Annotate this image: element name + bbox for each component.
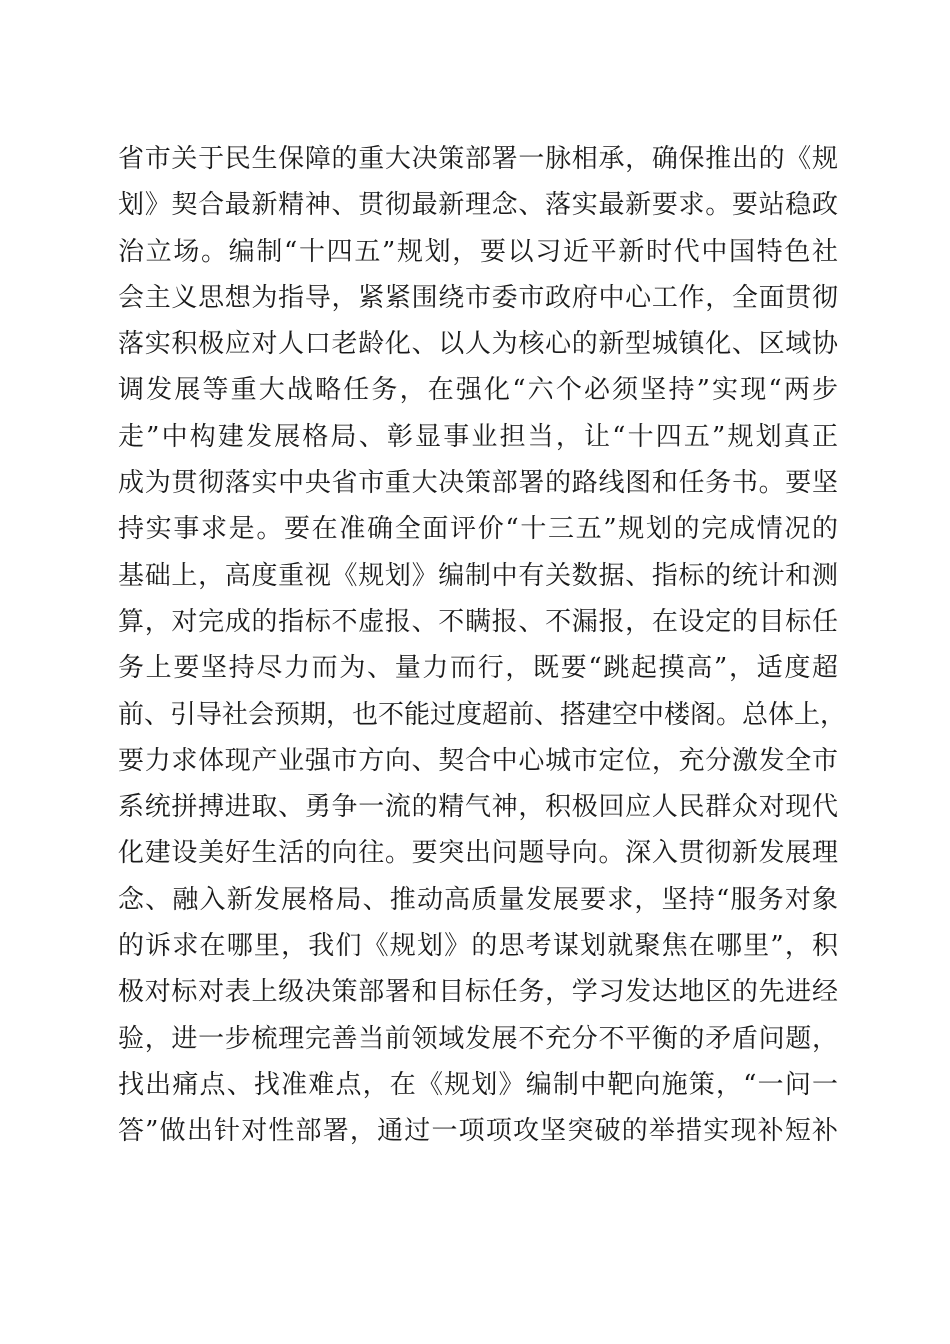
text-line: 调发展等重大战略任务，在强化“六个必须坚持”实现“两步 [118,375,838,406]
text-line: 落实积极应对人口老龄化、以人为核心的新型城镇化、区域协 [118,329,838,360]
text-line: 化建设美好生活的向往。要突出问题导向。深入贯彻新发展理 [118,838,838,869]
text-line: 基础上，高度重视《规划》编制中有关数据、指标的统计和测 [118,560,838,591]
text-line: 系统拼搏进取、勇争一流的精气神，积极回应人民群众对现代 [118,792,838,823]
text-line: 的诉求在哪里，我们《规划》的思考谋划就聚焦在哪里”，积 [118,931,838,962]
text-line: 持实事求是。要在准确全面评价“十三五”规划的完成情况的 [118,514,838,545]
text-line: 省市关于民生保障的重大决策部署一脉相承，确保推出的《规 [118,144,838,174]
text-line: 划》契合最新精神、贯彻最新理念、落实最新要求。要站稳政 [118,190,838,221]
text-line: 算，对完成的指标不虚报、不瞒报、不漏报，在设定的目标任 [118,606,838,637]
text-line: 找出痛点、找准难点，在《规划》编制中靶向施策，“一问一 [118,1069,838,1100]
body-paragraph [118,136,847,1155]
text-line: 会主义思想为指导，紧紧围绕市委市政府中心工作，全面贯彻 [118,282,838,313]
text-line: 走”中构建发展格局、彰显事业担当，让“十四五”规划真正 [118,421,838,452]
text-line: 极对标对表上级决策部署和目标任务，学习发达地区的先进经 [118,977,838,1008]
text-line: 成为贯彻落实中央省市重大决策部署的路线图和任务书。要坚 [118,468,838,499]
text-line: 前、引导社会预期，也不能过度超前、搭建空中楼阁。总体上， [118,699,847,730]
text-line: 验，进一步梳理完善当前领域发展不充分不平衡的矛盾问题， [118,1023,838,1054]
text-line: 务上要坚持尽力而为、量力而行，既要“跳起摸高”，适度超 [118,653,838,684]
text-line: 念、融入新发展格局、推动高质量发展要求，坚持“服务对象 [118,884,838,915]
text-line: 治立场。编制“十四五”规划，要以习近平新时代中国特色社 [118,236,838,267]
text-line: 答”做出针对性部署，通过一项项攻坚突破的举措实现补短补 [118,1116,838,1147]
text-line: 要力求体现产业强市方向、契合中心城市定位，充分激发全市 [118,745,838,776]
